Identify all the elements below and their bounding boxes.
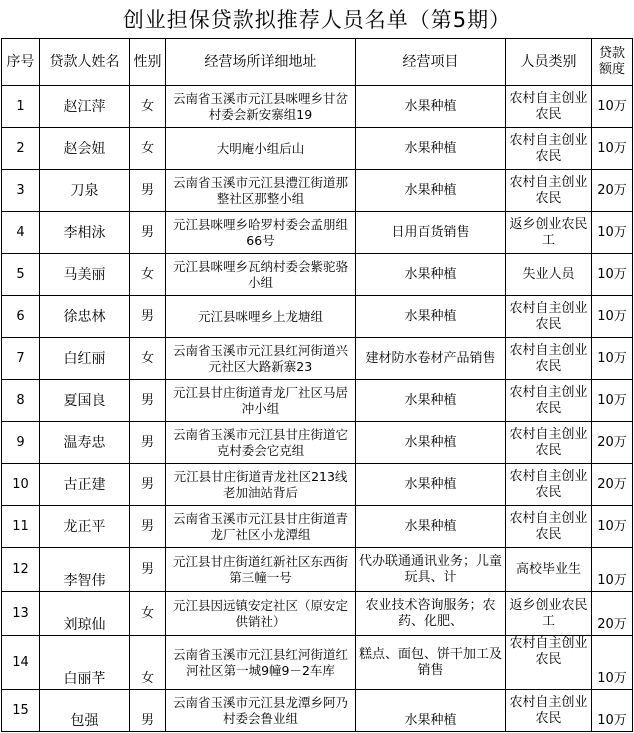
cell-no: 2 xyxy=(2,128,40,170)
cell-amount: 10万 xyxy=(592,86,633,128)
cell-name: 龙正平 xyxy=(40,506,130,548)
cell-no: 15 xyxy=(2,690,40,732)
cell-name: 徐忠林 xyxy=(40,296,130,338)
header-amount: 贷款额度 xyxy=(592,39,633,86)
cell-gender: 女 xyxy=(130,636,166,690)
cell-name: 刘琼仙 xyxy=(40,592,130,636)
cell-name: 赵会妞 xyxy=(40,128,130,170)
table-row xyxy=(2,128,633,170)
cell-gender: 女 xyxy=(130,338,166,380)
cell-project: 水果种植 xyxy=(356,128,506,170)
cell-address: 元江县咪哩乡哈罗村委会孟朋组66号 xyxy=(166,212,356,254)
cell-project: 水果种植 xyxy=(356,690,506,732)
cell-category: 农村自主创业农民 xyxy=(506,128,592,170)
cell-address: 云南省玉溪市元江县甘庄街道青龙厂社区小龙潭组 xyxy=(166,506,356,548)
cell-gender: 男 xyxy=(130,548,166,592)
cell-project: 水果种植 xyxy=(356,464,506,506)
cell-amount: 10万 xyxy=(592,636,633,690)
cell-category: 高校毕业生 xyxy=(506,548,592,592)
cell-no: 4 xyxy=(2,212,40,254)
cell-no: 7 xyxy=(2,338,40,380)
cell-no: 9 xyxy=(2,422,40,464)
table-row xyxy=(2,254,633,296)
cell-project: 代办联通通讯业务；儿童玩具、计 xyxy=(356,548,506,592)
cell-project: 水果种植 xyxy=(356,506,506,548)
table-row xyxy=(2,86,633,128)
cell-gender: 男 xyxy=(130,422,166,464)
cell-project: 水果种植 xyxy=(356,422,506,464)
cell-amount: 10万 xyxy=(592,690,633,732)
cell-name: 白丽芊 xyxy=(40,636,130,690)
cell-amount: 10万 xyxy=(592,296,633,338)
table-row xyxy=(2,690,633,732)
cell-name: 马美丽 xyxy=(40,254,130,296)
page-title: 创业担保贷款拟推荐人员名单（第5期） xyxy=(122,8,512,32)
cell-no: 13 xyxy=(2,592,40,636)
cell-amount: 20万 xyxy=(592,170,633,212)
cell-no: 14 xyxy=(2,636,40,690)
table-row xyxy=(2,636,633,690)
cell-address: 元江县甘庄街道红新社区东西街第三幢一号 xyxy=(166,548,356,592)
cell-gender: 男 xyxy=(130,170,166,212)
cell-gender: 男 xyxy=(130,212,166,254)
cell-no: 10 xyxy=(2,464,40,506)
table-row xyxy=(2,170,633,212)
cell-name: 赵江萍 xyxy=(40,86,130,128)
cell-gender: 女 xyxy=(130,592,166,636)
cell-address: 元江县咪哩乡瓦纳村委会紫驼骆小组 xyxy=(166,254,356,296)
cell-name: 李相泳 xyxy=(40,212,130,254)
header-no: 序号 xyxy=(2,39,40,86)
table-row xyxy=(2,506,633,548)
cell-amount: 10万 xyxy=(592,338,633,380)
cell-project: 水果种植 xyxy=(356,296,506,338)
header-category: 人员类别 xyxy=(506,39,592,86)
cell-category: 农村自主创业农民 xyxy=(506,422,592,464)
cell-amount: 10万 xyxy=(592,212,633,254)
cell-category: 农村自主创业农民 xyxy=(506,170,592,212)
cell-address: 云南省玉溪市元江县龙潭乡阿乃村委会鲁业组 xyxy=(166,690,356,732)
cell-name: 温寿忠 xyxy=(40,422,130,464)
cell-name: 刀泉 xyxy=(40,170,130,212)
cell-gender: 女 xyxy=(130,86,166,128)
table-row xyxy=(2,464,633,506)
header-gender: 性别 xyxy=(130,39,166,86)
recommendation-table xyxy=(1,38,633,732)
cell-project: 水果种植 xyxy=(356,254,506,296)
table-row xyxy=(2,380,633,422)
cell-address: 云南省玉溪市元江县红河街道红河社区第一城9幢9－2车库 xyxy=(166,636,356,690)
cell-project: 水果种植 xyxy=(356,170,506,212)
cell-category: 返乡创业农民工 xyxy=(506,592,592,636)
cell-gender: 男 xyxy=(130,296,166,338)
table-row xyxy=(2,422,633,464)
cell-category: 农村自主创业农民 xyxy=(506,86,592,128)
cell-project: 水果种植 xyxy=(356,86,506,128)
table-row xyxy=(2,338,633,380)
cell-category: 农村自主创业农民 xyxy=(506,296,592,338)
cell-amount: 20万 xyxy=(592,592,633,636)
cell-amount: 20万 xyxy=(592,464,633,506)
cell-project: 水果种植 xyxy=(356,380,506,422)
cell-amount: 10万 xyxy=(592,254,633,296)
cell-no: 11 xyxy=(2,506,40,548)
cell-address: 元江县甘庄街道青龙社区213线老加油站背后 xyxy=(166,464,356,506)
cell-address: 元江县甘庄街道青龙厂社区马居冲小组 xyxy=(166,380,356,422)
cell-project: 建材防水卷材产品销售 xyxy=(356,338,506,380)
table-row xyxy=(2,296,633,338)
table-row xyxy=(2,548,633,592)
cell-address: 云南省玉溪市元江县甘庄街道它克村委会它克组 xyxy=(166,422,356,464)
cell-category: 农村自主创业农民 xyxy=(506,506,592,548)
cell-amount: 10万 xyxy=(592,380,633,422)
cell-name: 包强 xyxy=(40,690,130,732)
cell-no: 3 xyxy=(2,170,40,212)
header-row xyxy=(2,39,633,86)
cell-project: 糕点、面包、饼干加工及销售 xyxy=(356,636,506,690)
cell-gender: 男 xyxy=(130,464,166,506)
cell-address: 云南省玉溪市元江县红河街道兴元社区大路新寨23 xyxy=(166,338,356,380)
cell-name: 白红丽 xyxy=(40,338,130,380)
header-project: 经营项目 xyxy=(356,39,506,86)
cell-category: 农村自主创业农民 xyxy=(506,380,592,422)
cell-address: 云南省玉溪市元江县澧江街道那整社区那整小组 xyxy=(166,170,356,212)
cell-no: 8 xyxy=(2,380,40,422)
cell-amount: 20万 xyxy=(592,422,633,464)
header-address: 经营场所详细地址 xyxy=(166,39,356,86)
cell-no: 6 xyxy=(2,296,40,338)
cell-gender: 男 xyxy=(130,690,166,732)
cell-name: 古正建 xyxy=(40,464,130,506)
cell-name: 李智伟 xyxy=(40,548,130,592)
cell-address: 云南省玉溪市元江县咪哩乡甘岔村委会新安寨组19 xyxy=(166,86,356,128)
cell-no: 1 xyxy=(2,86,40,128)
cell-gender: 男 xyxy=(130,380,166,422)
cell-category: 返乡创业农民工 xyxy=(506,212,592,254)
table-row xyxy=(2,212,633,254)
cell-no: 5 xyxy=(2,254,40,296)
cell-amount: 10万 xyxy=(592,128,633,170)
cell-category: 农村自主创业农民 xyxy=(506,636,592,690)
cell-category: 农村自主创业农民 xyxy=(506,464,592,506)
cell-category: 农村自主创业农民 xyxy=(506,690,592,732)
cell-project: 农业技术咨询服务；农药、化肥、 xyxy=(356,592,506,636)
cell-amount: 10万 xyxy=(592,548,633,592)
cell-gender: 女 xyxy=(130,254,166,296)
cell-address: 元江县咪哩乡上龙塘组 xyxy=(166,296,356,338)
cell-category: 失业人员 xyxy=(506,254,592,296)
cell-project: 日用百货销售 xyxy=(356,212,506,254)
cell-no: 12 xyxy=(2,548,40,592)
cell-gender: 男 xyxy=(130,506,166,548)
header-name: 贷款人姓名 xyxy=(40,39,130,86)
cell-address: 元江县因远镇安定社区（原安定供销社） xyxy=(166,592,356,636)
cell-category: 农村自主创业农民 xyxy=(506,338,592,380)
cell-gender: 女 xyxy=(130,128,166,170)
cell-address: 大明庵小组后山 xyxy=(166,128,356,170)
table-row xyxy=(2,592,633,636)
cell-amount: 10万 xyxy=(592,506,633,548)
cell-name: 夏国良 xyxy=(40,380,130,422)
